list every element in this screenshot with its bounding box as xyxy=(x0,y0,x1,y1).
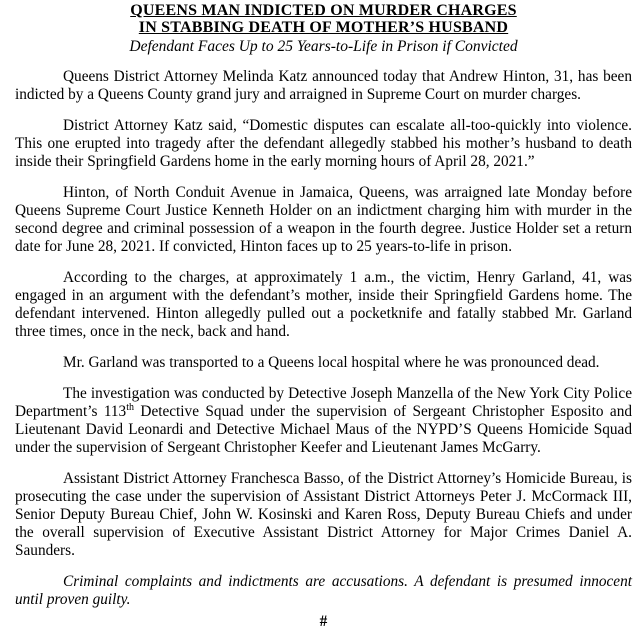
title-line-1: QUEENS MAN INDICTED ON MURDER CHARGES xyxy=(130,2,517,19)
document-header xyxy=(15,2,632,56)
paragraph-victim-outcome: Mr. Garland was transported to a Queens local hospital where he was pronounced dead. xyxy=(63,354,600,371)
paragraph-charges: According to the charges, at approximately 1 a.m., the victim, Henry Garland, 41, was engaged in an argument with the defendant’s mother, inside their Springfield Gardens home. The defendant intervened. Hinton allegedly pulled out a pocketknife and fatally stabbed Mr. Garland three times, once in the neck, back and hand. xyxy=(15,269,632,340)
title-line-2: IN STABBING DEATH OF MOTHER’S HUSBAND xyxy=(138,19,509,36)
ordinal-superscript: th xyxy=(126,401,134,413)
paragraph-announcement: Queens District Attorney Melinda Katz announced today that Andrew Hinton, 31, has been indicted by a Queens County grand jury and arraigned in Supreme Court on murder charges. xyxy=(15,68,632,103)
end-mark: # xyxy=(319,613,328,630)
paragraph-disclaimer: Criminal complaints and indictments are accusations. A defendant is presumed innocent until proven guilty. xyxy=(15,573,632,608)
paragraph-da-quote: District Attorney Katz said, “Domestic disputes can escalate all-too-quickly into violence. This one erupted into tragedy after the defendant allegedly stabbed his mother’s husband to death inside their Springfield Gardens home in the early morning hours of April 28, 2021.” xyxy=(15,117,632,170)
paragraph-investigation xyxy=(15,385,632,457)
investigation-text-end: Detective Squad under the supervision of Sergeant Christopher Esposito and Lieutenant David Leonardi and Detective Michael Maus of the NYPD’S Queens Homicide Squad under the supervision of Sergeant Christopher Keefer and Lieutenant James McGarry. xyxy=(15,403,632,456)
document-subtitle: Defendant Faces Up to 25 Years-to-Life in Prison if Convicted xyxy=(129,38,518,55)
paragraph-arraignment: Hinton, of North Conduit Avenue in Jamaica, Queens, was arraigned late Monday before Queens Supreme Court Justice Kenneth Holder on an indictment charging him with murder in the second degree and criminal possession of a weapon in the fourth degree. Justice Holder set a return date for June 28, 2021. If convicted, Hinton faces up to 25 years-to-life in prison. xyxy=(15,184,632,255)
investigation-text-start: The investigation was conducted by Detective Joseph Manzella of the New York City Police Department’s 113 xyxy=(15,385,632,420)
document-title xyxy=(15,2,632,36)
paragraph-prosecution: Assistant District Attorney Franchesca Basso, of the District Attorney’s Homicide Bureau, is prosecuting the case under the supervision of Assistant District Attorneys Peter J. McCormack III, Senior Deputy Bureau Chief, John W. Kosinski and Karen Ross, Deputy Bureau Chiefs and under the overall supervision of Executive Assistant District Attorney for Major Crimes Daniel A. Saunders. xyxy=(15,470,632,559)
